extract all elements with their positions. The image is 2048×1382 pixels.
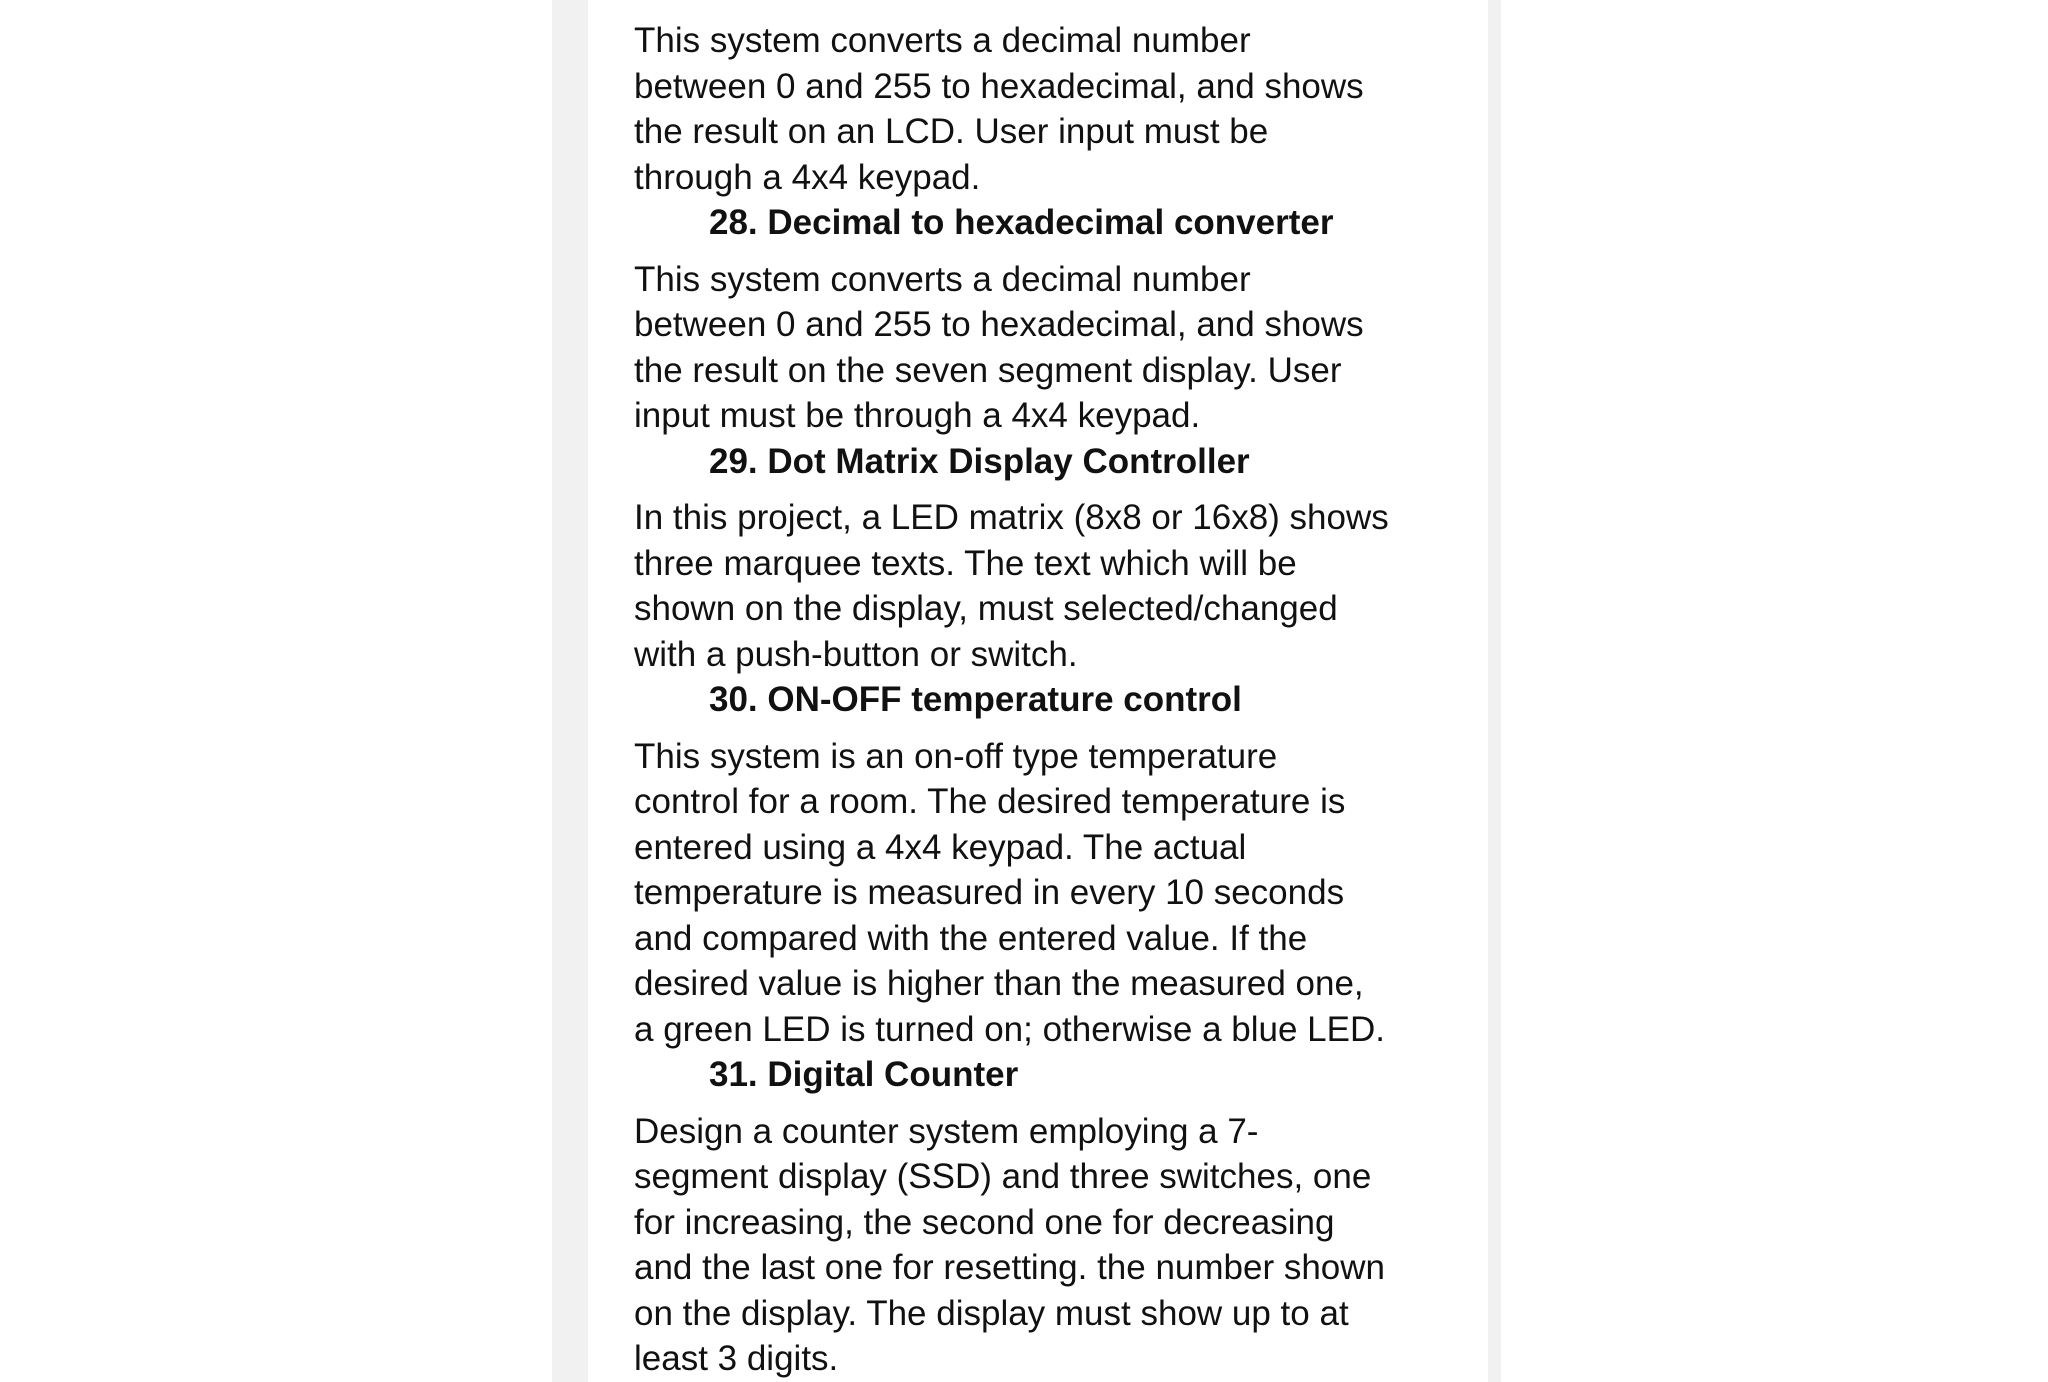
section-body-31: Design a counter system employing a 7- segment display (SSD) and three switches, one for increasing, the second one for decreasing and the last one for resetting. the number shown on the display. The display must show up to at least 3 digits.: [634, 1111, 1386, 1378]
intro-paragraph: This system converts a decimal number between 0 and 255 to hexadecimal, and shows the result on an LCD. User input must be through a 4x4 keypad.: [634, 21, 1364, 197]
section-body-30: This system is an on-off type temperature control for a room. The desired temperature is entered using a 4x4 keypad. The actual temperature is measured in every 10 seconds and compared with the entered value. If the desired value is higher than the measured one, a green LED is turned on; otherwise a blue LED.: [634, 736, 1385, 1049]
left-page-margin: [552, 0, 588, 1382]
section-heading-30: 30. ON-OFF temperature control: [709, 680, 1242, 719]
section-heading-31: 31. Digital Counter: [709, 1055, 1019, 1094]
section-heading-29: 29. Dot Matrix Display Controller: [709, 441, 1250, 481]
document-content: [634, 18, 1474, 1382]
section-heading-28: 28. Decimal to hexadecimal converter: [709, 203, 1334, 242]
section-body-28: This system converts a decimal number between 0 and 255 to hexadecimal, and shows the result on the seven segment display. User input must be through a 4x4 keypad.: [634, 259, 1364, 435]
section-body-29: In this project, a LED matrix (8x8 or 16x8) shows three marquee texts. The text which will be shown on the display, must selected/changed with a push-button or switch.: [634, 498, 1389, 674]
right-page-margin: [1488, 0, 1501, 1382]
document-page: [588, 0, 1488, 1382]
